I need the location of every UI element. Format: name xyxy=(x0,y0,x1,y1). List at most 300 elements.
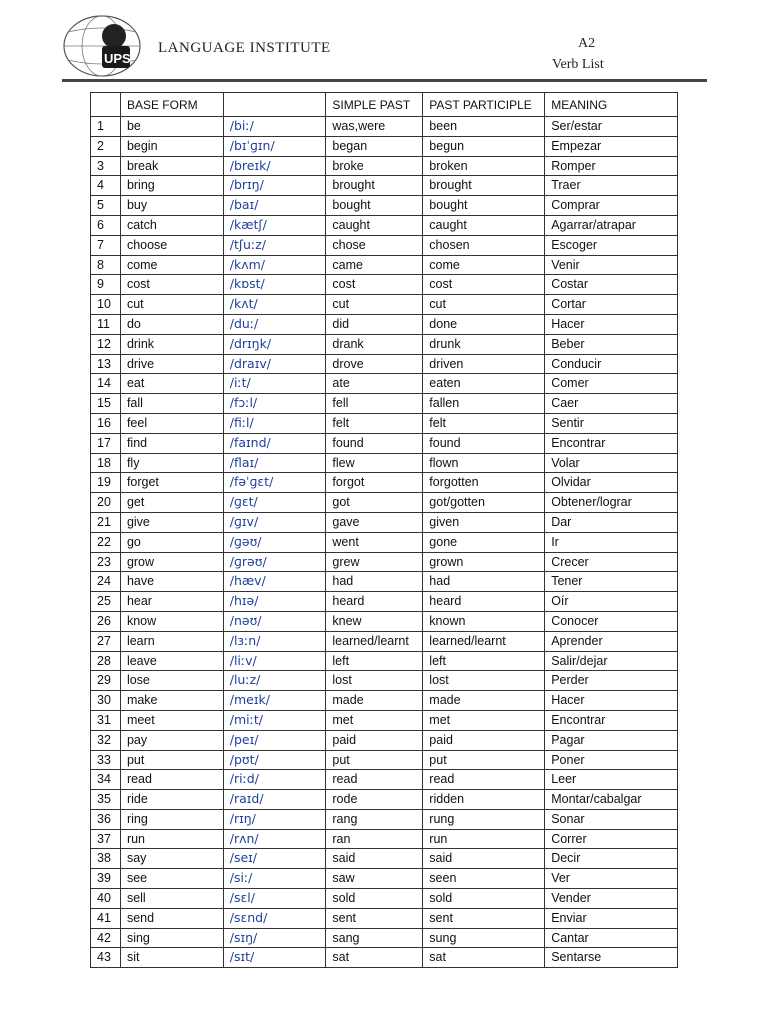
cell-pronunciation: /kʌm/ xyxy=(223,255,326,275)
cell-simple-past: broke xyxy=(326,156,423,176)
cell-base-form: buy xyxy=(120,196,223,216)
table-row xyxy=(91,374,678,394)
cell-number: 34 xyxy=(91,770,121,790)
cell-past-participle: sat xyxy=(423,948,545,968)
cell-meaning: Tener xyxy=(545,572,678,592)
cell-number: 39 xyxy=(91,869,121,889)
cell-past-participle: sold xyxy=(423,889,545,909)
cell-number: 27 xyxy=(91,631,121,651)
cell-number: 21 xyxy=(91,512,121,532)
cell-base-form: pay xyxy=(120,730,223,750)
cell-simple-past: sent xyxy=(326,908,423,928)
cell-simple-past: drank xyxy=(326,334,423,354)
cell-simple-past: learned/learnt xyxy=(326,631,423,651)
cell-pronunciation: /brɪŋ/ xyxy=(223,176,326,196)
cell-simple-past: forgot xyxy=(326,473,423,493)
cell-pronunciation: /liːv/ xyxy=(223,651,326,671)
globe-logo-icon xyxy=(60,12,150,82)
cell-base-form: do xyxy=(120,314,223,334)
cell-pronunciation: /raɪd/ xyxy=(223,790,326,810)
cell-number: 13 xyxy=(91,354,121,374)
cell-meaning: Obtener/lograr xyxy=(545,493,678,513)
cell-number: 25 xyxy=(91,592,121,612)
cell-number: 43 xyxy=(91,948,121,968)
cell-meaning: Conducir xyxy=(545,354,678,374)
cell-meaning: Costar xyxy=(545,275,678,295)
cell-simple-past: made xyxy=(326,691,423,711)
table-row xyxy=(91,235,678,255)
cell-past-participle: eaten xyxy=(423,374,545,394)
table-row xyxy=(91,473,678,493)
cell-meaning: Hacer xyxy=(545,314,678,334)
cell-simple-past: began xyxy=(326,136,423,156)
cell-past-participle: rung xyxy=(423,809,545,829)
cell-simple-past: gave xyxy=(326,512,423,532)
cell-past-participle: heard xyxy=(423,592,545,612)
table-row xyxy=(91,255,678,275)
cell-pronunciation: /riːd/ xyxy=(223,770,326,790)
cell-simple-past: caught xyxy=(326,215,423,235)
cell-simple-past: left xyxy=(326,651,423,671)
table-row xyxy=(91,433,678,453)
cell-number: 1 xyxy=(91,117,121,137)
cell-base-form: lose xyxy=(120,671,223,691)
cell-base-form: drive xyxy=(120,354,223,374)
cell-base-form: send xyxy=(120,908,223,928)
cell-number: 29 xyxy=(91,671,121,691)
cell-base-form: cost xyxy=(120,275,223,295)
cell-meaning: Montar/cabalgar xyxy=(545,790,678,810)
cell-simple-past: cut xyxy=(326,295,423,315)
cell-simple-past: heard xyxy=(326,592,423,612)
cell-number: 20 xyxy=(91,493,121,513)
cell-past-participle: seen xyxy=(423,869,545,889)
cell-number: 9 xyxy=(91,275,121,295)
table-row xyxy=(91,790,678,810)
table-row xyxy=(91,592,678,612)
table-row xyxy=(91,770,678,790)
cell-past-participle: run xyxy=(423,829,545,849)
cell-simple-past: did xyxy=(326,314,423,334)
cell-past-participle: cut xyxy=(423,295,545,315)
cell-simple-past: said xyxy=(326,849,423,869)
table-header-row xyxy=(91,93,678,117)
cell-simple-past: ate xyxy=(326,374,423,394)
cell-pronunciation: /hæv/ xyxy=(223,572,326,592)
cell-meaning: Comer xyxy=(545,374,678,394)
cell-base-form: feel xyxy=(120,413,223,433)
cell-simple-past: chose xyxy=(326,235,423,255)
cell-base-form: give xyxy=(120,512,223,532)
cell-simple-past: went xyxy=(326,532,423,552)
cell-simple-past: came xyxy=(326,255,423,275)
table-row xyxy=(91,493,678,513)
cell-past-participle: felt xyxy=(423,413,545,433)
cell-simple-past: read xyxy=(326,770,423,790)
table-row xyxy=(91,176,678,196)
cell-base-form: begin xyxy=(120,136,223,156)
table-row xyxy=(91,136,678,156)
cell-pronunciation: /breɪk/ xyxy=(223,156,326,176)
cell-past-participle: sung xyxy=(423,928,545,948)
cell-number: 3 xyxy=(91,156,121,176)
cell-simple-past: rode xyxy=(326,790,423,810)
cell-base-form: come xyxy=(120,255,223,275)
cell-pronunciation: /meɪk/ xyxy=(223,691,326,711)
cell-past-participle: ridden xyxy=(423,790,545,810)
cell-number: 37 xyxy=(91,829,121,849)
cell-base-form: read xyxy=(120,770,223,790)
cell-simple-past: sold xyxy=(326,889,423,909)
cell-past-participle: driven xyxy=(423,354,545,374)
cell-meaning: Encontrar xyxy=(545,710,678,730)
cell-pronunciation: /sɪŋ/ xyxy=(223,928,326,948)
col-header-meaning: MEANING xyxy=(545,93,678,117)
cell-number: 5 xyxy=(91,196,121,216)
cell-past-participle: put xyxy=(423,750,545,770)
cell-pronunciation: /siː/ xyxy=(223,869,326,889)
cell-meaning: Conocer xyxy=(545,611,678,631)
cell-simple-past: cost xyxy=(326,275,423,295)
cell-meaning: Crecer xyxy=(545,552,678,572)
cell-base-form: ring xyxy=(120,809,223,829)
cell-meaning: Oír xyxy=(545,592,678,612)
cell-past-participle: lost xyxy=(423,671,545,691)
cell-number: 8 xyxy=(91,255,121,275)
cell-pronunciation: /sɛl/ xyxy=(223,889,326,909)
cell-meaning: Enviar xyxy=(545,908,678,928)
cell-simple-past: sat xyxy=(326,948,423,968)
cell-past-participle: broken xyxy=(423,156,545,176)
cell-base-form: choose xyxy=(120,235,223,255)
cell-base-form: learn xyxy=(120,631,223,651)
cell-number: 11 xyxy=(91,314,121,334)
cell-meaning: Ver xyxy=(545,869,678,889)
table-row xyxy=(91,750,678,770)
cell-meaning: Sentir xyxy=(545,413,678,433)
cell-number: 18 xyxy=(91,453,121,473)
cell-pronunciation: /kɒst/ xyxy=(223,275,326,295)
cell-past-participle: found xyxy=(423,433,545,453)
table-row xyxy=(91,829,678,849)
cell-base-form: get xyxy=(120,493,223,513)
cell-pronunciation: /flaɪ/ xyxy=(223,453,326,473)
cell-base-form: forget xyxy=(120,473,223,493)
table-row xyxy=(91,691,678,711)
cell-base-form: drink xyxy=(120,334,223,354)
cell-pronunciation: /sɛnd/ xyxy=(223,908,326,928)
cell-number: 36 xyxy=(91,809,121,829)
cell-base-form: put xyxy=(120,750,223,770)
cell-simple-past: flew xyxy=(326,453,423,473)
cell-base-form: have xyxy=(120,572,223,592)
col-header-simple-past: SIMPLE PAST xyxy=(326,93,423,117)
table-row xyxy=(91,631,678,651)
cell-meaning: Cortar xyxy=(545,295,678,315)
cell-number: 38 xyxy=(91,849,121,869)
logo-text: UPS xyxy=(104,51,131,66)
cell-number: 41 xyxy=(91,908,121,928)
cell-pronunciation: /fɔːl/ xyxy=(223,394,326,414)
cell-meaning: Beber xyxy=(545,334,678,354)
cell-pronunciation: /faɪnd/ xyxy=(223,433,326,453)
cell-meaning: Vender xyxy=(545,889,678,909)
cell-simple-past: knew xyxy=(326,611,423,631)
cell-meaning: Salir/dejar xyxy=(545,651,678,671)
institute-logo xyxy=(60,12,150,82)
cell-base-form: bring xyxy=(120,176,223,196)
table-row xyxy=(91,552,678,572)
cell-meaning: Ir xyxy=(545,532,678,552)
cell-meaning: Traer xyxy=(545,176,678,196)
cell-simple-past: grew xyxy=(326,552,423,572)
table-row xyxy=(91,394,678,414)
cell-pronunciation: /kʌt/ xyxy=(223,295,326,315)
cell-base-form: know xyxy=(120,611,223,631)
cell-number: 40 xyxy=(91,889,121,909)
cell-number: 24 xyxy=(91,572,121,592)
cell-pronunciation: /lɜːn/ xyxy=(223,631,326,651)
table-row xyxy=(91,908,678,928)
cell-simple-past: sang xyxy=(326,928,423,948)
cell-base-form: sell xyxy=(120,889,223,909)
cell-simple-past: drove xyxy=(326,354,423,374)
table-row xyxy=(91,611,678,631)
cell-meaning: Aprender xyxy=(545,631,678,651)
cell-base-form: leave xyxy=(120,651,223,671)
cell-past-participle: fallen xyxy=(423,394,545,414)
cell-past-participle: met xyxy=(423,710,545,730)
cell-pronunciation: /duː/ xyxy=(223,314,326,334)
cell-pronunciation: /seɪ/ xyxy=(223,849,326,869)
cell-pronunciation: /pʊt/ xyxy=(223,750,326,770)
cell-past-participle: been xyxy=(423,117,545,137)
cell-past-participle: said xyxy=(423,849,545,869)
cell-pronunciation: /fəˈɡɛt/ xyxy=(223,473,326,493)
cell-meaning: Perder xyxy=(545,671,678,691)
table-row xyxy=(91,849,678,869)
table-row xyxy=(91,275,678,295)
cell-pronunciation: /rʌn/ xyxy=(223,829,326,849)
cell-base-form: fly xyxy=(120,453,223,473)
cell-simple-past: bought xyxy=(326,196,423,216)
list-title: Verb List xyxy=(552,57,604,72)
institute-name: LANGUAGE INSTITUTE xyxy=(158,40,331,56)
cell-meaning: Sonar xyxy=(545,809,678,829)
cell-meaning: Escoger xyxy=(545,235,678,255)
cell-base-form: run xyxy=(120,829,223,849)
cell-past-participle: drunk xyxy=(423,334,545,354)
cell-past-participle: cost xyxy=(423,275,545,295)
table-row xyxy=(91,532,678,552)
cell-simple-past: rang xyxy=(326,809,423,829)
cell-pronunciation: /fiːl/ xyxy=(223,413,326,433)
cell-pronunciation: /baɪ/ xyxy=(223,196,326,216)
cell-number: 15 xyxy=(91,394,121,414)
cell-number: 10 xyxy=(91,295,121,315)
table-row xyxy=(91,156,678,176)
cell-past-participle: done xyxy=(423,314,545,334)
cell-past-participle: bought xyxy=(423,196,545,216)
cell-pronunciation: /sɪt/ xyxy=(223,948,326,968)
cell-pronunciation: /nəʊ/ xyxy=(223,611,326,631)
level-label: A2 xyxy=(578,36,596,51)
cell-past-participle: known xyxy=(423,611,545,631)
cell-past-participle: had xyxy=(423,572,545,592)
cell-past-participle: read xyxy=(423,770,545,790)
cell-meaning: Olvidar xyxy=(545,473,678,493)
cell-number: 33 xyxy=(91,750,121,770)
cell-number: 17 xyxy=(91,433,121,453)
cell-simple-past: felt xyxy=(326,413,423,433)
cell-number: 35 xyxy=(91,790,121,810)
col-header-pronunciation xyxy=(223,93,326,117)
cell-pronunciation: /ɡɪv/ xyxy=(223,512,326,532)
table-row xyxy=(91,869,678,889)
cell-past-participle: caught xyxy=(423,215,545,235)
cell-number: 7 xyxy=(91,235,121,255)
cell-pronunciation: /kætʃ/ xyxy=(223,215,326,235)
cell-meaning: Romper xyxy=(545,156,678,176)
cell-simple-past: was,were xyxy=(326,117,423,137)
cell-meaning: Ser/estar xyxy=(545,117,678,137)
cell-base-form: hear xyxy=(120,592,223,612)
cell-past-participle: given xyxy=(423,512,545,532)
col-header-base-form: BASE FORM xyxy=(120,93,223,117)
cell-meaning: Leer xyxy=(545,770,678,790)
verb-table xyxy=(90,92,678,968)
cell-number: 31 xyxy=(91,710,121,730)
cell-meaning: Venir xyxy=(545,255,678,275)
table-row xyxy=(91,196,678,216)
cell-meaning: Hacer xyxy=(545,691,678,711)
cell-pronunciation: /miːt/ xyxy=(223,710,326,730)
cell-past-participle: chosen xyxy=(423,235,545,255)
cell-past-participle: made xyxy=(423,691,545,711)
table-row xyxy=(91,295,678,315)
cell-pronunciation: /bɪˈɡɪn/ xyxy=(223,136,326,156)
cell-pronunciation: /peɪ/ xyxy=(223,730,326,750)
cell-simple-past: brought xyxy=(326,176,423,196)
table-row xyxy=(91,889,678,909)
cell-meaning: Correr xyxy=(545,829,678,849)
cell-meaning: Pagar xyxy=(545,730,678,750)
cell-pronunciation: /hɪə/ xyxy=(223,592,326,612)
cell-past-participle: begun xyxy=(423,136,545,156)
table-row xyxy=(91,334,678,354)
cell-base-form: catch xyxy=(120,215,223,235)
cell-base-form: find xyxy=(120,433,223,453)
cell-simple-past: fell xyxy=(326,394,423,414)
cell-past-participle: gone xyxy=(423,532,545,552)
cell-number: 28 xyxy=(91,651,121,671)
cell-number: 22 xyxy=(91,532,121,552)
table-row xyxy=(91,215,678,235)
cell-number: 2 xyxy=(91,136,121,156)
cell-number: 26 xyxy=(91,611,121,631)
cell-past-participle: sent xyxy=(423,908,545,928)
cell-meaning: Empezar xyxy=(545,136,678,156)
cell-pronunciation: /ɡəʊ/ xyxy=(223,532,326,552)
cell-meaning: Volar xyxy=(545,453,678,473)
table-row xyxy=(91,948,678,968)
col-header-past-participle: PAST PARTICIPLE xyxy=(423,93,545,117)
cell-base-form: sit xyxy=(120,948,223,968)
cell-base-form: eat xyxy=(120,374,223,394)
cell-base-form: meet xyxy=(120,710,223,730)
cell-base-form: go xyxy=(120,532,223,552)
cell-simple-past: found xyxy=(326,433,423,453)
cell-meaning: Comprar xyxy=(545,196,678,216)
cell-past-participle: flown xyxy=(423,453,545,473)
cell-base-form: ride xyxy=(120,790,223,810)
table-row xyxy=(91,928,678,948)
header-divider xyxy=(62,79,707,82)
cell-base-form: break xyxy=(120,156,223,176)
table-row xyxy=(91,710,678,730)
cell-pronunciation: /drɪŋk/ xyxy=(223,334,326,354)
cell-pronunciation: /ɡɛt/ xyxy=(223,493,326,513)
table-row xyxy=(91,671,678,691)
cell-number: 23 xyxy=(91,552,121,572)
cell-base-form: make xyxy=(120,691,223,711)
cell-simple-past: saw xyxy=(326,869,423,889)
cell-simple-past: put xyxy=(326,750,423,770)
verb-table-body xyxy=(91,117,678,968)
cell-pronunciation: /biː/ xyxy=(223,117,326,137)
cell-number: 42 xyxy=(91,928,121,948)
col-header-number xyxy=(91,93,121,117)
table-row xyxy=(91,453,678,473)
table-row xyxy=(91,651,678,671)
cell-past-participle: left xyxy=(423,651,545,671)
cell-pronunciation: /iːt/ xyxy=(223,374,326,394)
table-row xyxy=(91,314,678,334)
cell-past-participle: come xyxy=(423,255,545,275)
table-row xyxy=(91,413,678,433)
cell-number: 14 xyxy=(91,374,121,394)
cell-past-participle: learned/learnt xyxy=(423,631,545,651)
cell-meaning: Cantar xyxy=(545,928,678,948)
cell-number: 19 xyxy=(91,473,121,493)
cell-base-form: cut xyxy=(120,295,223,315)
cell-base-form: see xyxy=(120,869,223,889)
cell-simple-past: got xyxy=(326,493,423,513)
cell-past-participle: got/gotten xyxy=(423,493,545,513)
table-row xyxy=(91,572,678,592)
cell-meaning: Encontrar xyxy=(545,433,678,453)
cell-simple-past: lost xyxy=(326,671,423,691)
cell-pronunciation: /tʃuːz/ xyxy=(223,235,326,255)
cell-pronunciation: /luːz/ xyxy=(223,671,326,691)
cell-past-participle: paid xyxy=(423,730,545,750)
cell-base-form: be xyxy=(120,117,223,137)
table-row xyxy=(91,809,678,829)
cell-pronunciation: /rɪŋ/ xyxy=(223,809,326,829)
cell-meaning: Dar xyxy=(545,512,678,532)
cell-simple-past: met xyxy=(326,710,423,730)
table-row xyxy=(91,512,678,532)
cell-meaning: Sentarse xyxy=(545,948,678,968)
cell-simple-past: ran xyxy=(326,829,423,849)
table-row xyxy=(91,730,678,750)
cell-meaning: Decir xyxy=(545,849,678,869)
cell-past-participle: grown xyxy=(423,552,545,572)
cell-number: 16 xyxy=(91,413,121,433)
cell-base-form: fall xyxy=(120,394,223,414)
cell-number: 12 xyxy=(91,334,121,354)
cell-number: 6 xyxy=(91,215,121,235)
